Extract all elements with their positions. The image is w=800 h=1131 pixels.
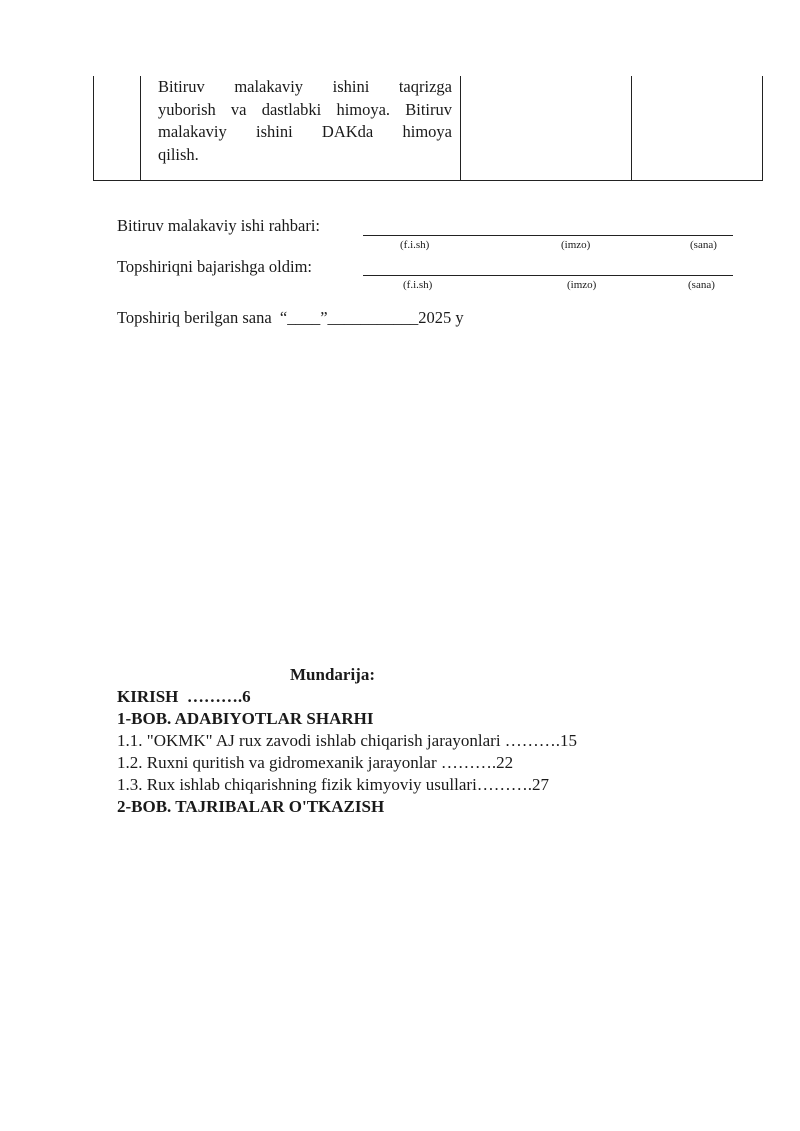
task-line: malakaviy ishini DAKda himoya <box>158 122 452 141</box>
task-description-cell <box>158 76 452 166</box>
table-divider <box>460 76 461 180</box>
caption-name: (f.i.sh) <box>403 279 433 291</box>
table-divider <box>631 76 632 180</box>
caption-signature: (imzo) <box>567 279 597 291</box>
supervisor-signature-line <box>363 219 733 236</box>
caption-name: (f.i.sh) <box>400 239 430 251</box>
task-table <box>93 76 763 181</box>
toc-entry: 1.2. Ruxni quritish va gidromexanik jarayonlar ……….22 <box>117 753 514 772</box>
table-of-contents <box>117 686 577 818</box>
task-line: yuborish va dastlabki himoya. Bitiruv <box>158 99 452 119</box>
caption-signature: (imzo) <box>561 239 591 251</box>
toc-entry: 1.3. Rux ishlab chiqarishning fizik kimyoviy usullari……….27 <box>117 775 550 794</box>
supervisor-label: Bitiruv malakaviy ishi rahbari: <box>117 216 320 235</box>
toc-entry: 1.1. "OKMK" AJ rux zavodi ishlab chiqarish jarayonlari ……….15 <box>117 731 578 750</box>
caption-date: (sana) <box>690 239 717 251</box>
caption-date: (sana) <box>688 279 715 291</box>
accepted-label: Topshiriqni bajarishga oldim: <box>117 257 312 276</box>
task-line: qilish. <box>158 144 199 164</box>
student-signature-line <box>363 260 733 276</box>
issue-date-line: Topshiriq berilgan sana “____”___________2025 y <box>117 308 464 327</box>
toc-title: Mundarija: <box>290 665 375 684</box>
toc-entry: 1-BOB. ADABIYOTLAR SHARHI <box>117 709 374 728</box>
task-line: Bitiruv malakaviy ishini taqrizga <box>158 77 452 96</box>
toc-entry: KIRISH ……….6 <box>117 687 251 706</box>
toc-entry: 2-BOB. TAJRIBALAR O'TKAZISH <box>117 797 385 816</box>
table-divider <box>140 76 141 180</box>
